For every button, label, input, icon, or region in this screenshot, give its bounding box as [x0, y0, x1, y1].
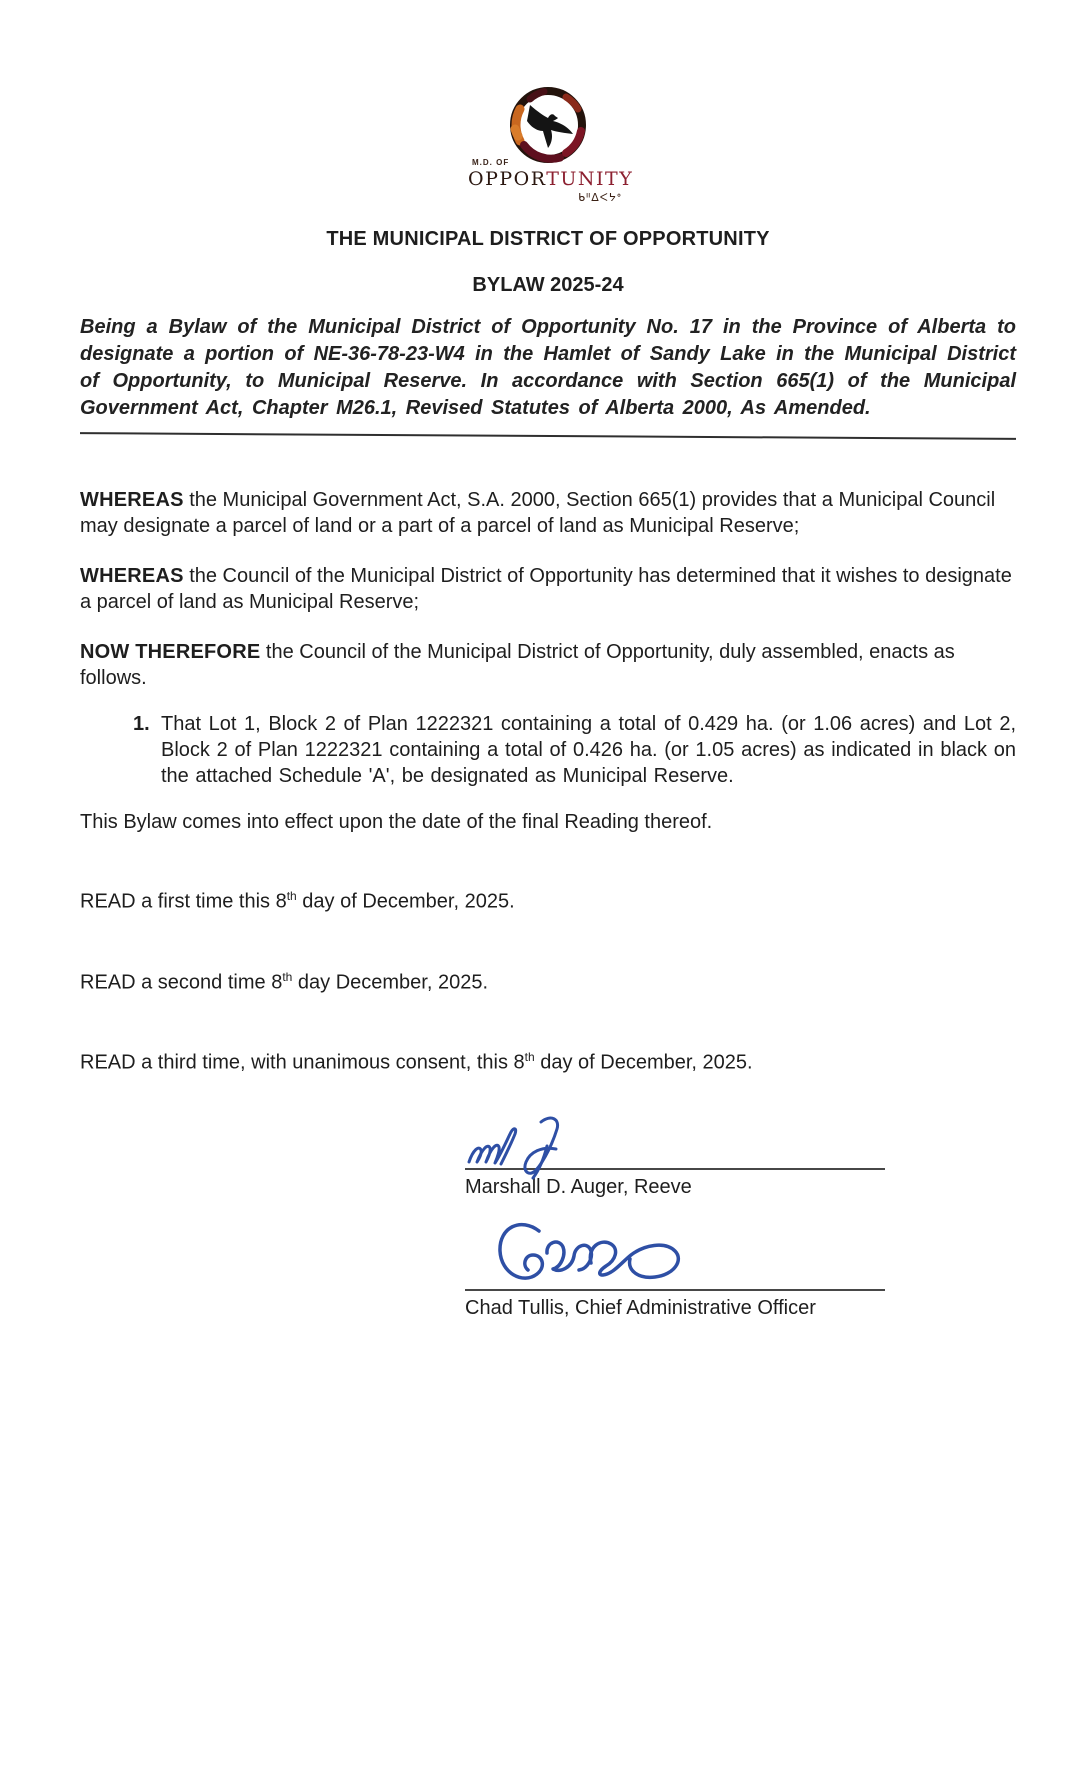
reading-text: READ a second time 8 — [80, 971, 283, 994]
reading-text: READ a first time this 8 — [80, 890, 287, 913]
cao-signature-ink — [479, 1213, 719, 1293]
ordinal-superscript: th — [282, 969, 293, 984]
eagle-icon — [527, 105, 573, 148]
now-therefore-clause — [80, 639, 1016, 691]
whereas-text: the Council of the Municipal District of Opportunity has determined that it wishes to designate a parcel of land as Municipal Reserve; — [80, 565, 1012, 613]
org-wordmark-red: TUNITY — [546, 168, 634, 190]
signature-block-reeve — [465, 1124, 885, 1199]
whereas-clause-2 — [80, 563, 1016, 615]
cao-name-title: Chad Tullis, Chief Administrative Officer — [465, 1296, 816, 1319]
document-title: THE MUNICIPAL DISTRICT OF OPPORTUNITY — [326, 228, 770, 250]
bylaw-number: BYLAW 2025-24 — [472, 274, 624, 296]
whereas-clause-1 — [80, 487, 1016, 539]
now-therefore-text: the Council of the Municipal District of Opportunity, duly assembled, enacts as follows. — [80, 641, 955, 689]
org-name-small: M.D. OF — [472, 158, 510, 167]
reading-text: day December, 2025. — [292, 971, 489, 994]
signature-block-cao — [465, 1227, 885, 1320]
divider-rule — [80, 432, 1016, 440]
reading-text: READ a third time, with unanimous consent, this 8 — [80, 1051, 525, 1074]
whereas-lead: WHEREAS — [80, 489, 184, 511]
org-logo — [468, 82, 634, 204]
org-wordmark-syllabics: ᑲᐦᐃᐸᔭᐤ — [578, 192, 622, 204]
second-reading-line — [80, 964, 1016, 996]
bylaw-document — [80, 0, 1016, 1320]
signature-line — [465, 1227, 885, 1291]
third-reading-line — [80, 1044, 1016, 1076]
effect-statement: This Bylaw comes into effect upon the date of the final Reading thereof. — [80, 811, 713, 833]
ordinal-superscript: th — [524, 1050, 535, 1065]
first-reading-line — [80, 883, 1016, 915]
reading-text: day of December, 2025. — [534, 1051, 753, 1074]
enactment-text: That Lot 1, Block 2 of Plan 1222321 containing a total of 0.429 ha. (or 1.06 acres) and Lot 2, Block 2 of Plan 1222321 containing a total of 0.426 ha. (or 1.05 acres) as indicated in black on the attached Schedule 'A', be designated as Municipal Reserve. — [161, 713, 1016, 787]
reeve-name-title: Marshall D. Auger, Reeve — [465, 1175, 692, 1198]
reading-text: day of December, 2025. — [296, 890, 515, 913]
enactment-number: 1. — [133, 713, 150, 735]
reeve-signature-ink — [463, 1112, 583, 1184]
ordinal-superscript: th — [286, 889, 297, 903]
preamble-paragraph: Being a Bylaw of the Municipal District of Opportunity No. 17 in the Province of Alberta to designate a portion of NE-36-78-23-W4 in the Hamlet of Sandy Lake in the Municipal District of Opportunity, to Municipal Reserve. In accordance with Section 665(1) of the Municipal Government Act, Chapter M26.1, Revised Statutes of Alberta 2000, As Amended. — [80, 316, 1016, 419]
org-wordmark — [468, 168, 634, 190]
signature-line — [465, 1124, 885, 1170]
now-therefore-lead: NOW THEREFORE — [80, 641, 261, 663]
enactment-item — [80, 711, 1016, 789]
whereas-lead: WHEREAS — [80, 565, 184, 587]
whereas-text: the Municipal Government Act, S.A. 2000, Section 665(1) provides that a Municipal Council may designate a parcel of land or a part of a parcel of land as Municipal Reserve; — [80, 489, 996, 537]
org-wordmark-dark: OPPOR — [468, 168, 547, 190]
eagle-logo-icon — [500, 82, 596, 168]
